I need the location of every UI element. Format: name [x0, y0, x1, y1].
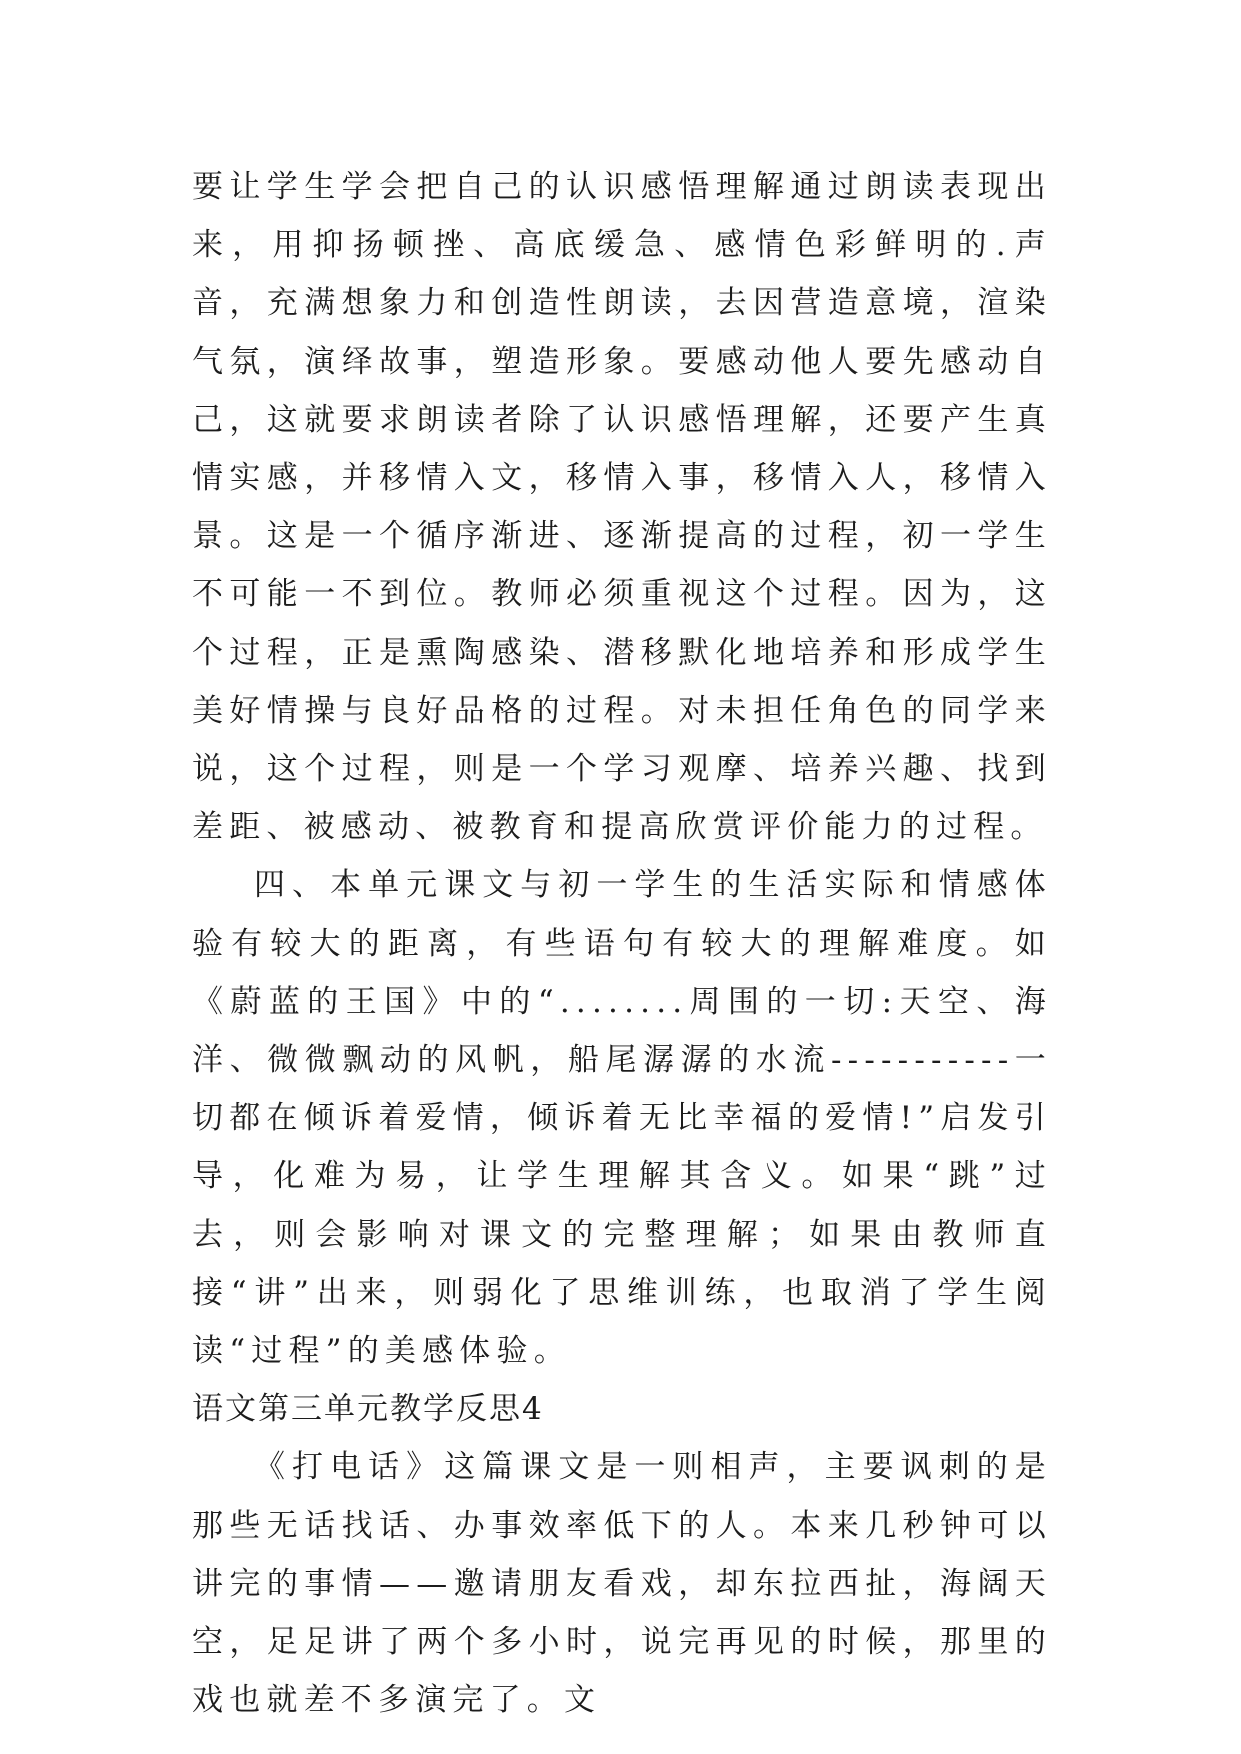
paragraph-reading-process: 要让学生学会把自己的认识感悟理解通过朗读表现出来，用抑扬顿挫、高底缓急、感情色彩鲜明的.声音，充满想象力和创造性朗读，去因营造意境，渲染气氛，演绎故事，塑造形象。要感动他人要先感动自己，这就要求朗读者除了认识感悟理解，还要产生真情实感，并移情入文，移情入事，移情入人，移情入景。这是一个循序渐进、逐渐提高的过程，初一学生不可能一不到位。教师必须重视这个过程。因为，这个过程，正是熏陶感染、潜移默化地培养和形成学生美好情操与良好品格的过程。对未担任角色的同学来说，这个过程，则是一个学习观摩、培养兴趣、找到差距、被感动、被教育和提高欣赏评价能力的过程。: [192, 169, 1052, 846]
section-heading: 语文第三单元教学反思4: [192, 1391, 544, 1428]
paragraph-unit-difficulty: 四、本单元课文与初一学生的生活实际和情感体验有较大的距离，有些语句有较大的理解难度。如《蔚蓝的王国》中的“........周围的一切:天空、海洋、微微飘动的风帆，船尾潺潺的水流-----------一切都在倾诉着爱情，倾诉着无比幸福的爱情!”启发引导，化难为易，让学生理解其含义。如果“跳”过去，则会影响对课文的完整理解；如果由教师直接“讲”出来，则弱化了思维训练，也取消了学生阅读“过程”的美感体验。: [192, 867, 1052, 1370]
paragraph-phone-call-lesson: 《打电话》这篇课文是一则相声，主要讽刺的是那些无话找话、办事效率低下的人。本来几秒钟可以讲完的事情——邀请朋友看戏，却东拉西扯，海阔天空，足足讲了两个多小时，说完再见的时候，那里的戏也就差不多演完了。文: [192, 1449, 1052, 1719]
document-body: [192, 158, 1052, 1729]
